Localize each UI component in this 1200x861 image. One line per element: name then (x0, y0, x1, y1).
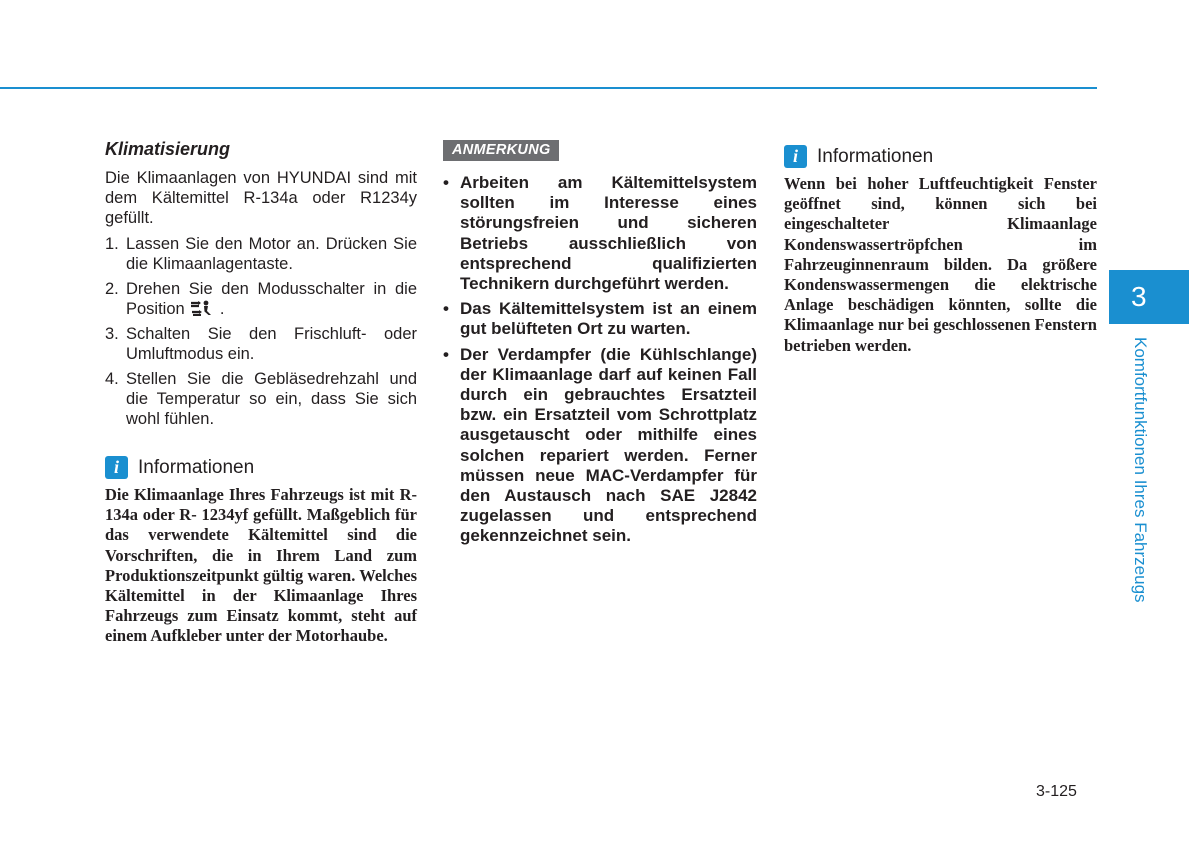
section-heading: Klimatisierung (105, 139, 231, 159)
note-badge: ANMERKUNG (443, 140, 559, 161)
step-text-before-icon: Drehen Sie den Modusschalter in die Position (126, 280, 417, 318)
info-icon: i (784, 145, 807, 168)
column-right (784, 145, 1097, 356)
step-item (105, 234, 417, 274)
step-text: Schalten Sie den Frischluft- oder Umluftmodus ein. (126, 325, 417, 363)
step-number: 1. (105, 235, 119, 253)
steps-list (105, 234, 417, 429)
floor-defrost-mode-icon (189, 300, 215, 316)
note-item (443, 345, 757, 547)
column-middle (443, 140, 757, 552)
step-item (105, 324, 417, 364)
info-header (105, 456, 417, 479)
info-body: Wenn bei hoher Luftfeuchtigkeit Fenster geöffnet sind, können sich bei eingeschalteter Klimaanlage Kondenswassertröpfchen im Fahrzeuginnenraum bilden. Da größere Kondenswassermengen die elektrische Anlage beschädigen könnten, sollte die Klimaanlage nur bei geschlossenen Fenstern betrieben werden. (784, 174, 1097, 355)
column-left (105, 138, 417, 647)
info-icon: i (105, 456, 128, 479)
note-text: Arbeiten am Kältemittelsystem sollten im Interesse eines störungsfreien und sicheren Betriebs ausschließlich von entsprechend qualifizierten Technikern durchgeführt werden. (460, 173, 757, 294)
note-item (443, 299, 757, 339)
step-text: Stellen Sie die Gebläsedrehzahl und die Temperatur so ein, dass Sie sich wohl fühlen. (126, 370, 417, 428)
info-body: Die Klimaanlage Ihres Fahrzeugs ist mit R-134a oder R- 1234yf gefüllt. Maßgeblich für das verwendete Kältemittel sind die Vorschriften, die in Ihrem Land zum Produktionszeitpunkt gültig waren. Welches Kältemittel in der Klimaanlage Ihres Fahrzeugs zum Einsatz kommt, steht auf einem Aufkleber unter der Motorhaube. (105, 485, 417, 646)
info-title: Informationen (817, 145, 934, 167)
note-text: Das Kältemittelsystem ist an einem gut belüfteten Ort zu warten. (460, 299, 757, 339)
note-text: Der Verdampfer (die Kühlschlange) der Klimaanlage darf auf keinen Fall durch ein gebrauchtes Ersatzteil bzw. ein Ersatzteil vom Schrottplatz ausgetauscht oder mithilfe eines solchen repariert werden. Ferner müssen neue MAC-Verdampfer für den Austausch nach SAE J2842 zugelassen und entsprechend gekennzeichnet sein. (460, 344, 757, 546)
page-number: 3-125 (1036, 783, 1077, 800)
step-text (126, 279, 417, 319)
bullet: • (443, 173, 449, 192)
note-item (443, 173, 757, 294)
intro-paragraph: Die Klimaanlagen von HYUNDAI sind mit dem Kältemittel R-134a oder R1234y gefüllt. (105, 169, 417, 227)
step-text: Lassen Sie den Motor an. Drücken Sie die Klimaanlagentaste. (126, 235, 417, 273)
step-item (105, 279, 417, 319)
notes-list (443, 173, 757, 547)
step-text-after-icon: . (219, 300, 225, 318)
step-number: 4. (105, 370, 119, 388)
step-item (105, 369, 417, 429)
step-number: 3. (105, 325, 119, 343)
bullet: • (443, 299, 449, 319)
chapter-number-tab: 3 (1109, 270, 1189, 324)
bullet: • (443, 344, 449, 364)
chapter-title: Komfortfunktionen Ihres Fahrzeugs (1131, 337, 1150, 603)
header-rule (0, 87, 1097, 89)
info-title: Informationen (138, 456, 255, 478)
step-number: 2. (105, 280, 119, 298)
info-header (784, 145, 1097, 168)
